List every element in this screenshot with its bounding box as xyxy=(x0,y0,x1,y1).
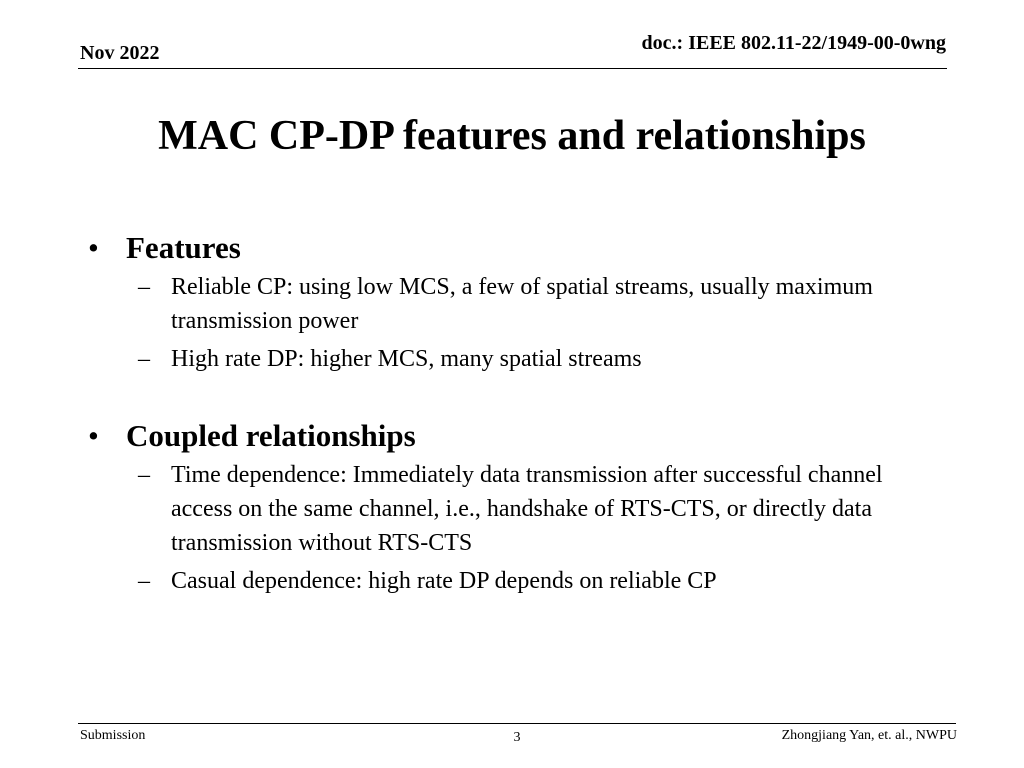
page-number: 3 xyxy=(513,730,521,745)
sub-bullet xyxy=(88,342,948,376)
sub-bullet xyxy=(88,270,948,338)
sub-bullet-text: Casual dependence: high rate DP depends on reliable CP xyxy=(171,568,717,594)
footer-submission: Submission xyxy=(80,728,146,743)
header-doc-id: doc.: IEEE 802.11-22/1949-00-0wng xyxy=(641,32,946,54)
dash-icon: – xyxy=(138,462,150,488)
footer-rule xyxy=(78,723,956,724)
bullet-section-coupled xyxy=(88,418,948,598)
dash-icon: – xyxy=(138,274,150,300)
header-date: Nov 2022 xyxy=(80,42,160,64)
bullet-level1 xyxy=(88,418,948,454)
slide-title: MAC CP-DP features and relationships xyxy=(158,113,866,159)
dash-icon: – xyxy=(138,346,150,372)
bullet-section-features xyxy=(88,230,948,376)
bullet-level1 xyxy=(88,230,948,266)
header-rule xyxy=(78,68,947,69)
bullet-icon: • xyxy=(88,418,99,453)
sub-bullet-text: Time dependence: Immediately data transmission after successful channel access on the same channel, i.e., handshake of RTS-CTS, or directly data transmission without RTS-CTS xyxy=(171,462,883,556)
footer-author: Zhongjiang Yan, et. al., NWPU xyxy=(781,728,957,743)
sub-bullet xyxy=(88,458,948,560)
bullet-icon: • xyxy=(88,230,99,265)
sub-bullet-text: Reliable CP: using low MCS, a few of spatial streams, usually maximum transmission power xyxy=(171,274,873,334)
sub-bullet xyxy=(88,564,948,598)
slide-body xyxy=(88,230,948,640)
dash-icon: – xyxy=(138,568,150,594)
bullet-heading: Features xyxy=(126,230,241,265)
sub-bullet-text: High rate DP: higher MCS, many spatial streams xyxy=(171,346,642,372)
bullet-heading: Coupled relationships xyxy=(126,418,416,453)
